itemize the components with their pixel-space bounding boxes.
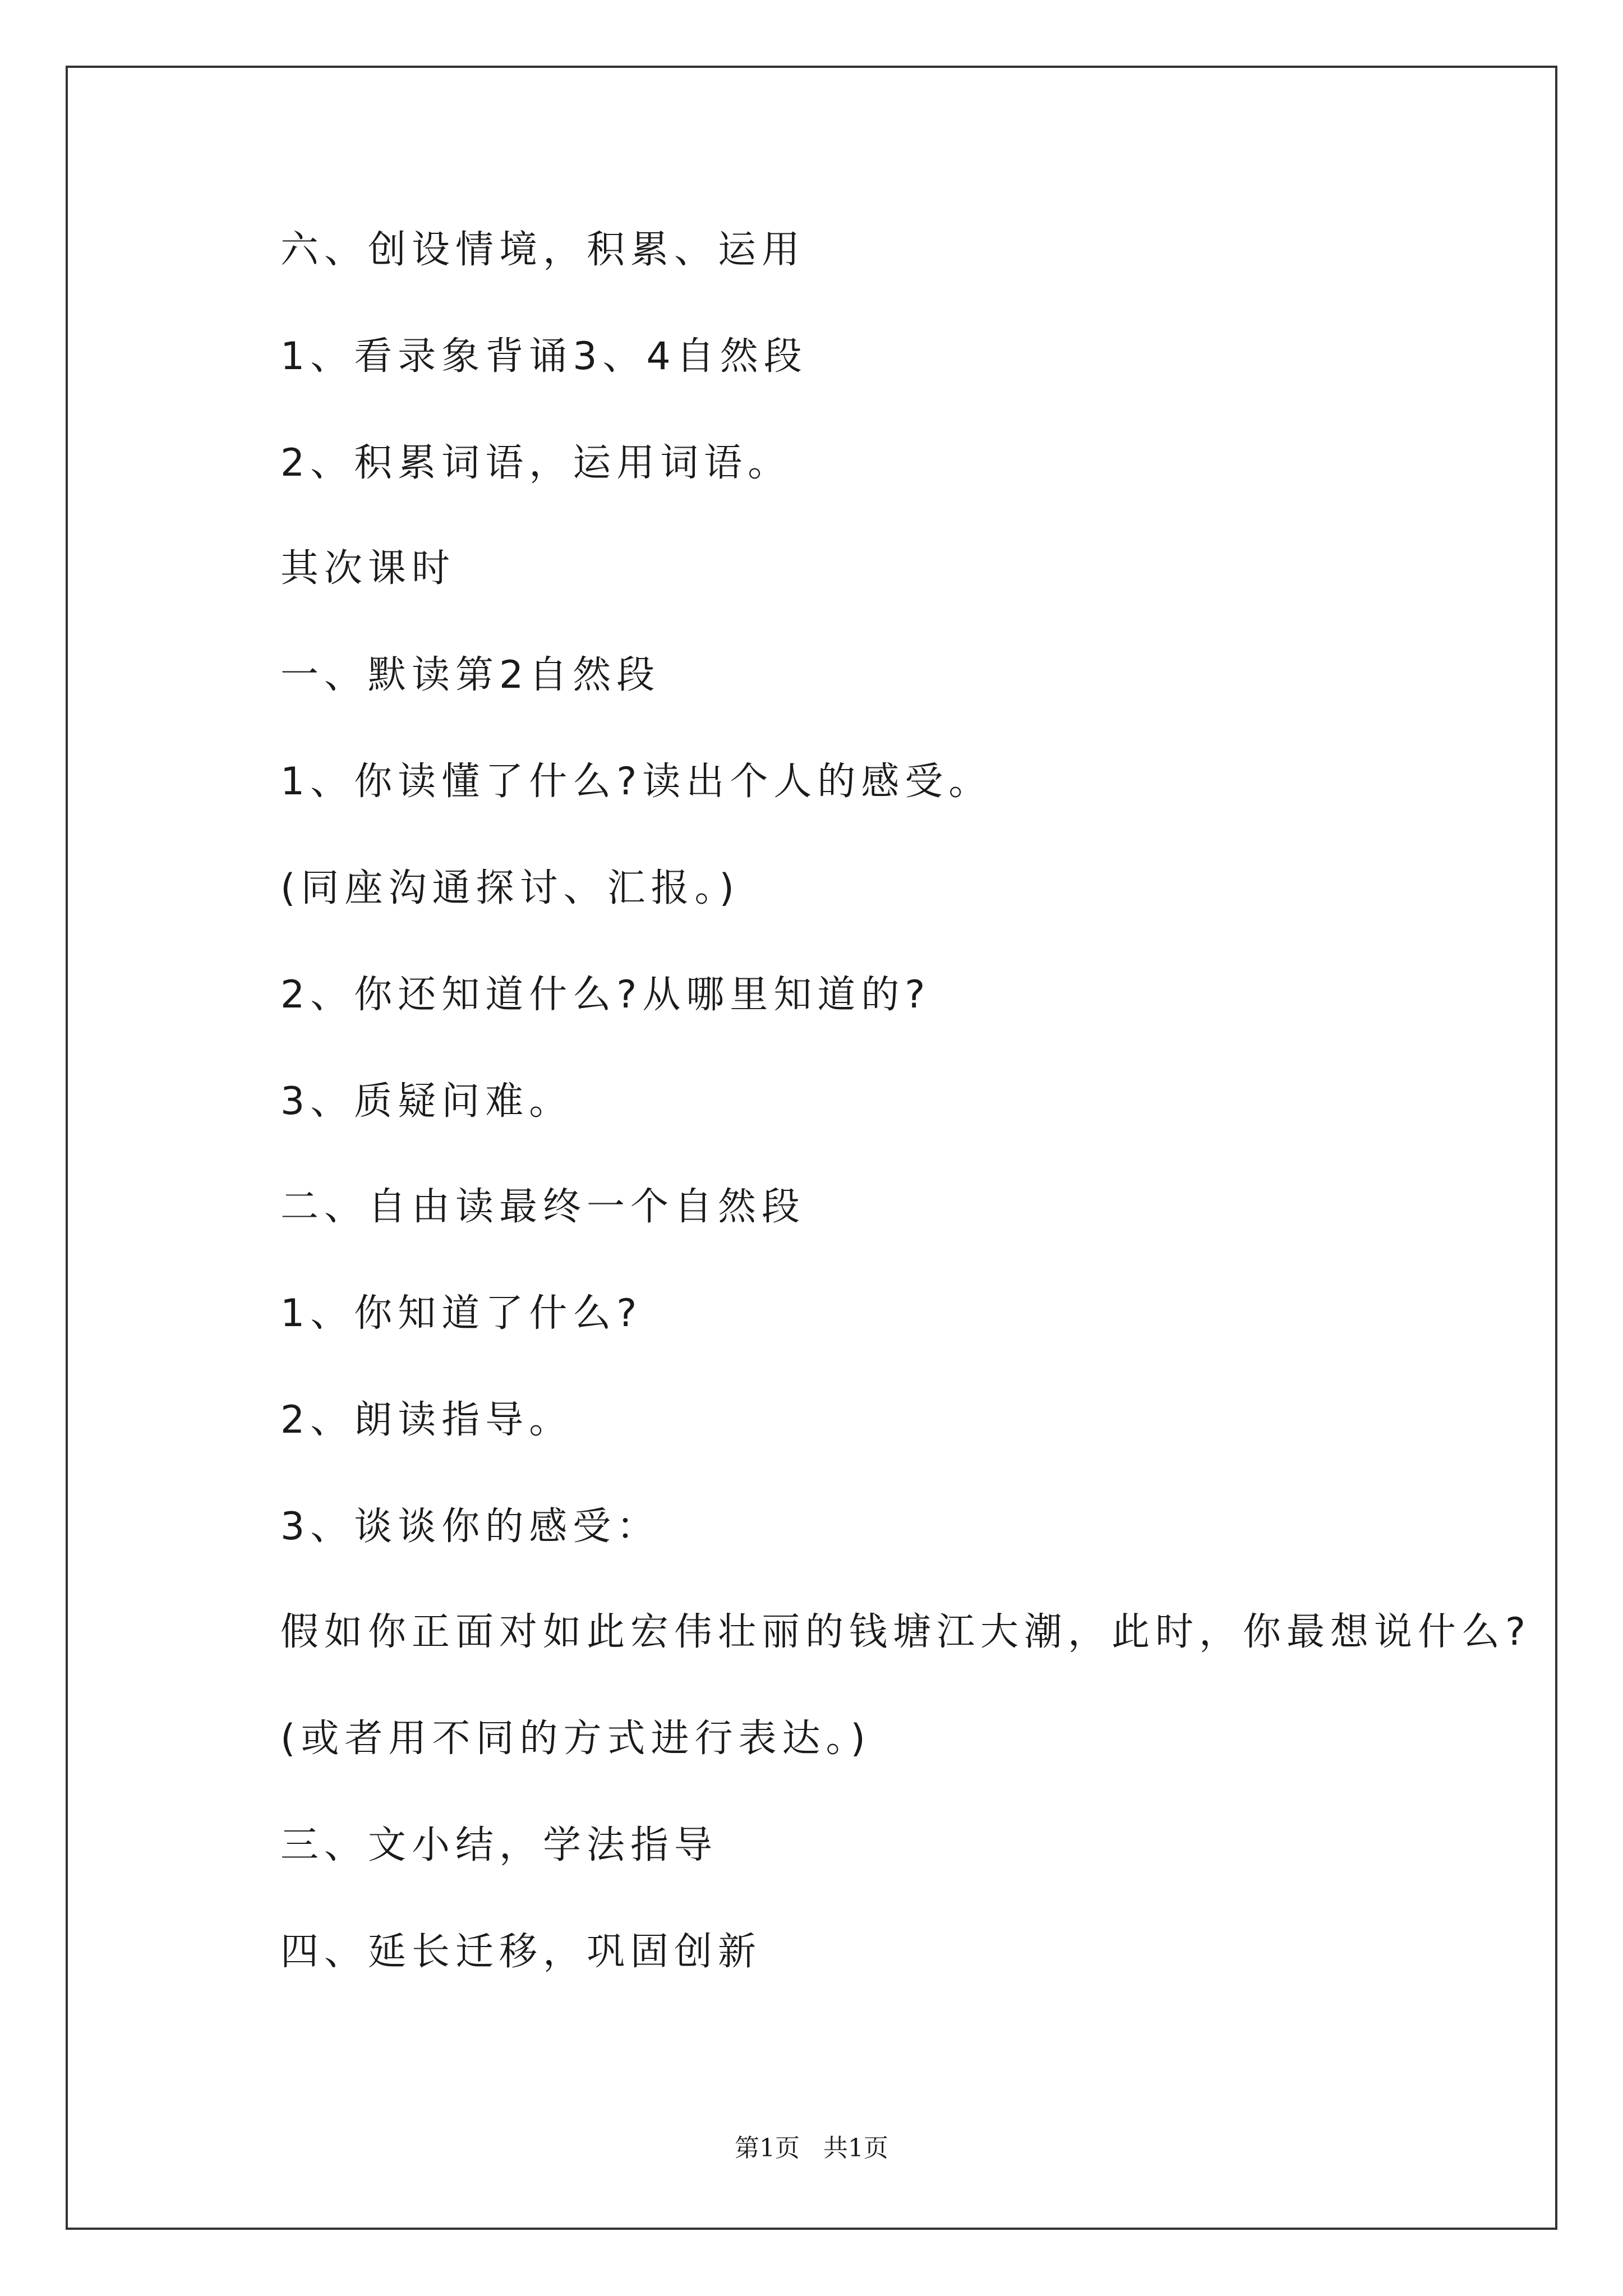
list-item: 1、你读懂了什么?读出个人的感受。 (280, 760, 993, 804)
section-heading-3: 三、文小结，学法指导 (280, 1823, 718, 1867)
list-item: 2、朗读指导。 (280, 1398, 573, 1442)
list-item: 1、看录象背诵3、4自然段 (280, 334, 808, 379)
list-item: 2、积累词语，运用词语。 (280, 441, 792, 485)
section-heading-1: 一、默读第2自然段 (280, 653, 661, 697)
list-item: 3、质疑问难。 (280, 1079, 573, 1124)
lesson-heading: 其次课时 (280, 546, 456, 591)
list-item: 1、你知道了什么? (280, 1291, 643, 1336)
document-body (280, 0, 1532, 2296)
note-text: (同座沟通探讨、汇报。) (280, 866, 740, 910)
page-footer: 第1页 共1页 (735, 2134, 888, 2162)
paragraph-text: 假如你正面对如此宏伟壮丽的钱塘江大潮，此时，你最想说什么? (280, 1610, 1532, 1654)
section-heading-4: 四、延长迁移，巩固创新 (280, 1930, 762, 1974)
section-heading-6: 六、创设情境，积累、运用 (280, 228, 806, 272)
note-text: (或者用不同的方式进行表达。) (280, 1717, 872, 1761)
section-heading-2: 二、自由读最终一个自然段 (280, 1185, 806, 1229)
list-item: 2、你还知道什么?从哪里知道的? (280, 973, 931, 1017)
list-item: 3、谈谈你的感受： (280, 1504, 661, 1549)
